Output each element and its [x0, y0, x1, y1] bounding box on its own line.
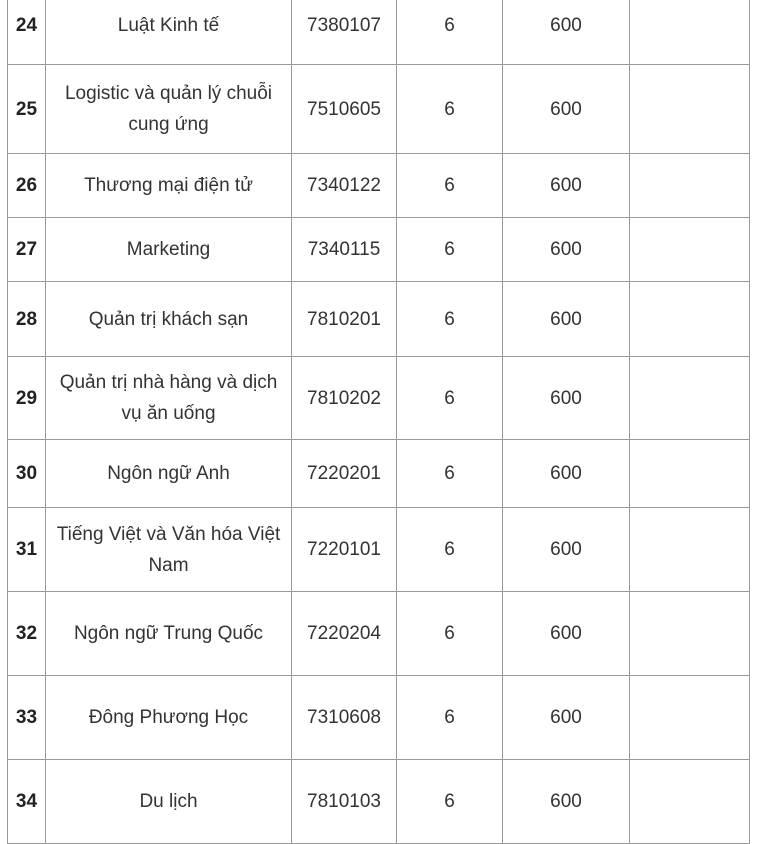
quota-cell: 600 [503, 440, 630, 508]
group-cell: 6 [397, 154, 503, 218]
quota-cell: 600 [503, 65, 630, 154]
note-cell [630, 357, 750, 440]
row-number-cell: 31 [8, 508, 46, 592]
note-cell [630, 592, 750, 676]
major-code-cell: 7810202 [292, 357, 397, 440]
major-code-cell: 7810201 [292, 282, 397, 357]
table-row [8, 676, 750, 760]
table-row [8, 440, 750, 508]
row-number-cell: 25 [8, 65, 46, 154]
note-cell [630, 0, 750, 65]
row-number-cell: 30 [8, 440, 46, 508]
row-number-cell: 28 [8, 282, 46, 357]
quota-cell: 600 [503, 760, 630, 844]
note-cell [630, 65, 750, 154]
row-number-cell: 34 [8, 760, 46, 844]
group-cell: 6 [397, 357, 503, 440]
table-row [8, 592, 750, 676]
note-cell [630, 218, 750, 282]
group-cell: 6 [397, 592, 503, 676]
note-cell [630, 760, 750, 844]
major-code-cell: 7220201 [292, 440, 397, 508]
note-cell [630, 154, 750, 218]
major-name-cell: Thương mại điện tử [46, 154, 292, 218]
row-number-cell: 32 [8, 592, 46, 676]
row-number-cell: 33 [8, 676, 46, 760]
major-name-cell: Logistic và quản lý chuỗi cung ứng [46, 65, 292, 154]
group-cell: 6 [397, 65, 503, 154]
table-row [8, 357, 750, 440]
major-code-cell: 7220204 [292, 592, 397, 676]
major-code-cell: 7340122 [292, 154, 397, 218]
group-cell: 6 [397, 676, 503, 760]
major-name-cell: Marketing [46, 218, 292, 282]
major-name-cell: Quản trị nhà hàng và dịch vụ ăn uống [46, 357, 292, 440]
quota-cell: 600 [503, 0, 630, 65]
quota-cell: 600 [503, 154, 630, 218]
quota-cell: 600 [503, 218, 630, 282]
row-number-cell: 29 [8, 357, 46, 440]
group-cell: 6 [397, 0, 503, 65]
major-code-cell: 7220101 [292, 508, 397, 592]
note-cell [630, 282, 750, 357]
major-name-cell: Tiếng Việt và Văn hóa Việt Nam [46, 508, 292, 592]
quota-cell: 600 [503, 282, 630, 357]
major-name-cell: Du lịch [46, 760, 292, 844]
table-row [8, 508, 750, 592]
group-cell: 6 [397, 760, 503, 844]
major-code-cell: 7340115 [292, 218, 397, 282]
major-code-cell: 7810103 [292, 760, 397, 844]
major-code-cell: 7380107 [292, 0, 397, 65]
table-row [8, 0, 750, 65]
row-number-cell: 26 [8, 154, 46, 218]
note-cell [630, 676, 750, 760]
majors-table-body [8, 0, 750, 844]
group-cell: 6 [397, 440, 503, 508]
quota-cell: 600 [503, 357, 630, 440]
table-row [8, 760, 750, 844]
major-name-cell: Ngôn ngữ Trung Quốc [46, 592, 292, 676]
row-number-cell: 27 [8, 218, 46, 282]
major-name-cell: Ngôn ngữ Anh [46, 440, 292, 508]
group-cell: 6 [397, 508, 503, 592]
note-cell [630, 508, 750, 592]
row-number-cell: 24 [8, 0, 46, 65]
table-row [8, 154, 750, 218]
quota-cell: 600 [503, 592, 630, 676]
major-code-cell: 7310608 [292, 676, 397, 760]
quota-cell: 600 [503, 676, 630, 760]
table-row [8, 282, 750, 357]
group-cell: 6 [397, 218, 503, 282]
major-name-cell: Luật Kinh tế [46, 0, 292, 65]
major-code-cell: 7510605 [292, 65, 397, 154]
note-cell [630, 440, 750, 508]
major-name-cell: Quản trị khách sạn [46, 282, 292, 357]
major-name-cell: Đông Phương Học [46, 676, 292, 760]
table-row [8, 218, 750, 282]
majors-table [7, 0, 750, 844]
majors-table-container [7, 0, 750, 844]
group-cell: 6 [397, 282, 503, 357]
table-row [8, 65, 750, 154]
quota-cell: 600 [503, 508, 630, 592]
